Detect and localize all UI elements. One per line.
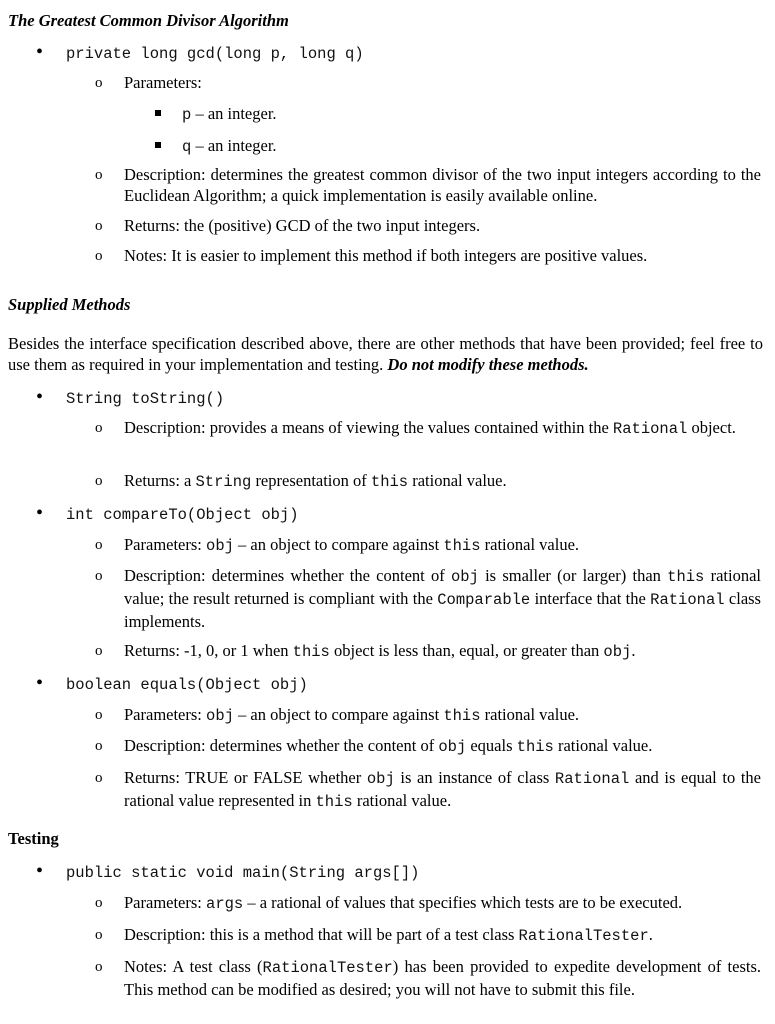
bullet-disc-icon: • xyxy=(36,860,44,882)
method-detail-item xyxy=(95,704,761,727)
text: Parameters: xyxy=(124,705,207,724)
code-text: this xyxy=(370,473,409,491)
bullet-disc-icon: • xyxy=(36,502,44,524)
method-detail-item xyxy=(95,215,761,236)
code-text: String xyxy=(195,473,252,491)
text: Parameters: xyxy=(124,535,207,554)
bullet-circle-icon: o xyxy=(95,420,103,436)
bullet-disc-icon: • xyxy=(36,672,44,694)
emphasis-text: Do not modify these methods. xyxy=(387,355,589,374)
text: object. xyxy=(687,418,736,437)
text: Notes: It is easier to implement this method if both integers are positive values. xyxy=(124,246,648,265)
method-detail-item xyxy=(95,956,761,1000)
code-text: this xyxy=(443,707,481,725)
bullet-circle-icon: o xyxy=(95,537,103,553)
text: class implements. xyxy=(124,589,761,631)
bullet-circle-icon: o xyxy=(95,248,103,264)
parameter-item xyxy=(182,103,762,126)
bullet-circle-icon: o xyxy=(95,707,103,723)
text: object is less than, equal, or greater than xyxy=(329,641,604,660)
code-text: obj xyxy=(366,770,395,788)
method-detail-item xyxy=(95,245,761,266)
code-text: int compareTo(Object obj) xyxy=(66,506,299,524)
bullet-circle-icon: o xyxy=(95,218,103,234)
code-text: String toString() xyxy=(66,390,225,408)
bullet-circle-icon: o xyxy=(95,927,103,943)
text: Returns: -1, 0, or 1 when xyxy=(124,641,293,660)
text: is smaller (or larger) than xyxy=(478,566,668,585)
method-detail-item xyxy=(95,767,761,813)
bullet-square-icon xyxy=(155,110,161,116)
text: rational value. xyxy=(352,791,452,810)
code-text: Rational xyxy=(650,591,725,609)
method-signature-item xyxy=(36,386,761,410)
method-detail-item xyxy=(95,892,761,915)
text: representation of xyxy=(251,471,371,490)
method-signature-item xyxy=(36,502,761,526)
method-detail-item xyxy=(95,640,761,663)
text: Parameters: xyxy=(124,893,207,912)
bullet-circle-icon: o xyxy=(95,473,103,489)
text: Parameters: xyxy=(124,73,202,92)
text: . xyxy=(631,641,636,660)
text: Besides the interface specification described above, there are other methods that have been provided; feel free to use them as required in your implementation and testing. xyxy=(8,334,763,374)
method-signature-item xyxy=(36,672,761,696)
bullet-circle-icon: o xyxy=(95,738,103,754)
text: and is equal to the rational value represented in xyxy=(124,768,761,810)
text: ) has been provided to expedite development of tests. This method can be modified as desired; you will not have to submit this file. xyxy=(124,957,761,999)
bullet-circle-icon: o xyxy=(95,959,103,975)
code-text: boolean equals(Object obj) xyxy=(66,676,308,694)
text: rational value. xyxy=(408,471,507,490)
code-text: this xyxy=(667,568,705,586)
method-detail-item xyxy=(95,924,761,947)
section-heading xyxy=(8,10,289,31)
code-text: Comparable xyxy=(437,591,531,609)
bullet-circle-icon: o xyxy=(95,770,103,786)
method-signature-item xyxy=(36,41,761,65)
text: Returns: TRUE or FALSE whether xyxy=(124,768,367,787)
parameter-item xyxy=(182,135,762,158)
text: – an object to compare against xyxy=(233,705,444,724)
text: Returns: the (positive) GCD of the two input integers. xyxy=(124,216,481,235)
code-text: q xyxy=(182,138,192,156)
text: Description: determines whether the content of xyxy=(124,736,439,755)
text: interface that the xyxy=(530,589,651,608)
text: – an integer. xyxy=(191,104,277,123)
text: Testing xyxy=(8,829,59,848)
text: Description: this is a method that will be part of a test class xyxy=(124,925,519,944)
text: Returns: a xyxy=(124,471,196,490)
text: rational value. xyxy=(480,705,580,724)
method-detail-item xyxy=(95,735,761,758)
method-detail-item xyxy=(95,565,761,632)
paragraph xyxy=(8,333,763,375)
text: – a rational of values that specifies which tests are to be executed. xyxy=(243,893,683,912)
code-text: Rational xyxy=(612,420,688,438)
method-detail-item xyxy=(95,417,761,440)
text: is an instance of class xyxy=(394,768,555,787)
code-text: this xyxy=(443,537,481,555)
text: – an integer. xyxy=(191,136,277,155)
code-text: RationalTester xyxy=(518,927,649,945)
text: equals xyxy=(466,736,517,755)
text: Description: determines the greatest common divisor of the two input integers according to the Euclidean Algorithm; a quick implementation is easily available online. xyxy=(124,165,761,205)
code-text: obj xyxy=(206,537,234,555)
text: rational value. xyxy=(553,736,653,755)
bullet-circle-icon: o xyxy=(95,895,103,911)
text: rational value; the result returned is compliant with the xyxy=(124,566,761,608)
code-text: obj xyxy=(450,568,479,586)
bullet-disc-icon: • xyxy=(36,41,44,63)
section-heading xyxy=(8,294,130,315)
text: – an object to compare against xyxy=(233,535,444,554)
bullet-disc-icon: • xyxy=(36,386,44,408)
bullet-circle-icon: o xyxy=(95,568,103,584)
text: . xyxy=(648,925,653,944)
code-text: RationalTester xyxy=(262,959,393,977)
code-text: this xyxy=(315,793,353,811)
method-detail-item xyxy=(95,72,761,93)
text: Supplied Methods xyxy=(8,295,131,314)
bullet-circle-icon: o xyxy=(95,75,103,91)
text: Notes: A test class ( xyxy=(124,957,263,976)
code-text: private long gcd(long p, long q) xyxy=(66,45,364,63)
code-text: args xyxy=(206,895,244,913)
section-heading xyxy=(8,828,59,849)
bullet-square-icon xyxy=(155,142,161,148)
text: Description: provides a means of viewing the values contained within the xyxy=(124,418,613,437)
code-text: Rational xyxy=(554,770,630,788)
text: rational value. xyxy=(480,535,580,554)
method-detail-item xyxy=(95,534,761,557)
method-detail-item xyxy=(95,470,761,493)
method-signature-item xyxy=(36,860,761,884)
code-text: p xyxy=(182,106,192,124)
code-text: public static void main(String args[]) xyxy=(66,864,420,882)
code-text: obj xyxy=(206,707,234,725)
method-detail-item xyxy=(95,164,761,206)
code-text: this xyxy=(516,738,554,756)
code-text: obj xyxy=(603,643,632,661)
code-text: this xyxy=(292,643,330,661)
text: The Greatest Common Divisor Algorithm xyxy=(8,11,289,30)
code-text: obj xyxy=(438,738,467,756)
bullet-circle-icon: o xyxy=(95,167,103,183)
bullet-circle-icon: o xyxy=(95,643,103,659)
text: Description: determines whether the content of xyxy=(124,566,451,585)
